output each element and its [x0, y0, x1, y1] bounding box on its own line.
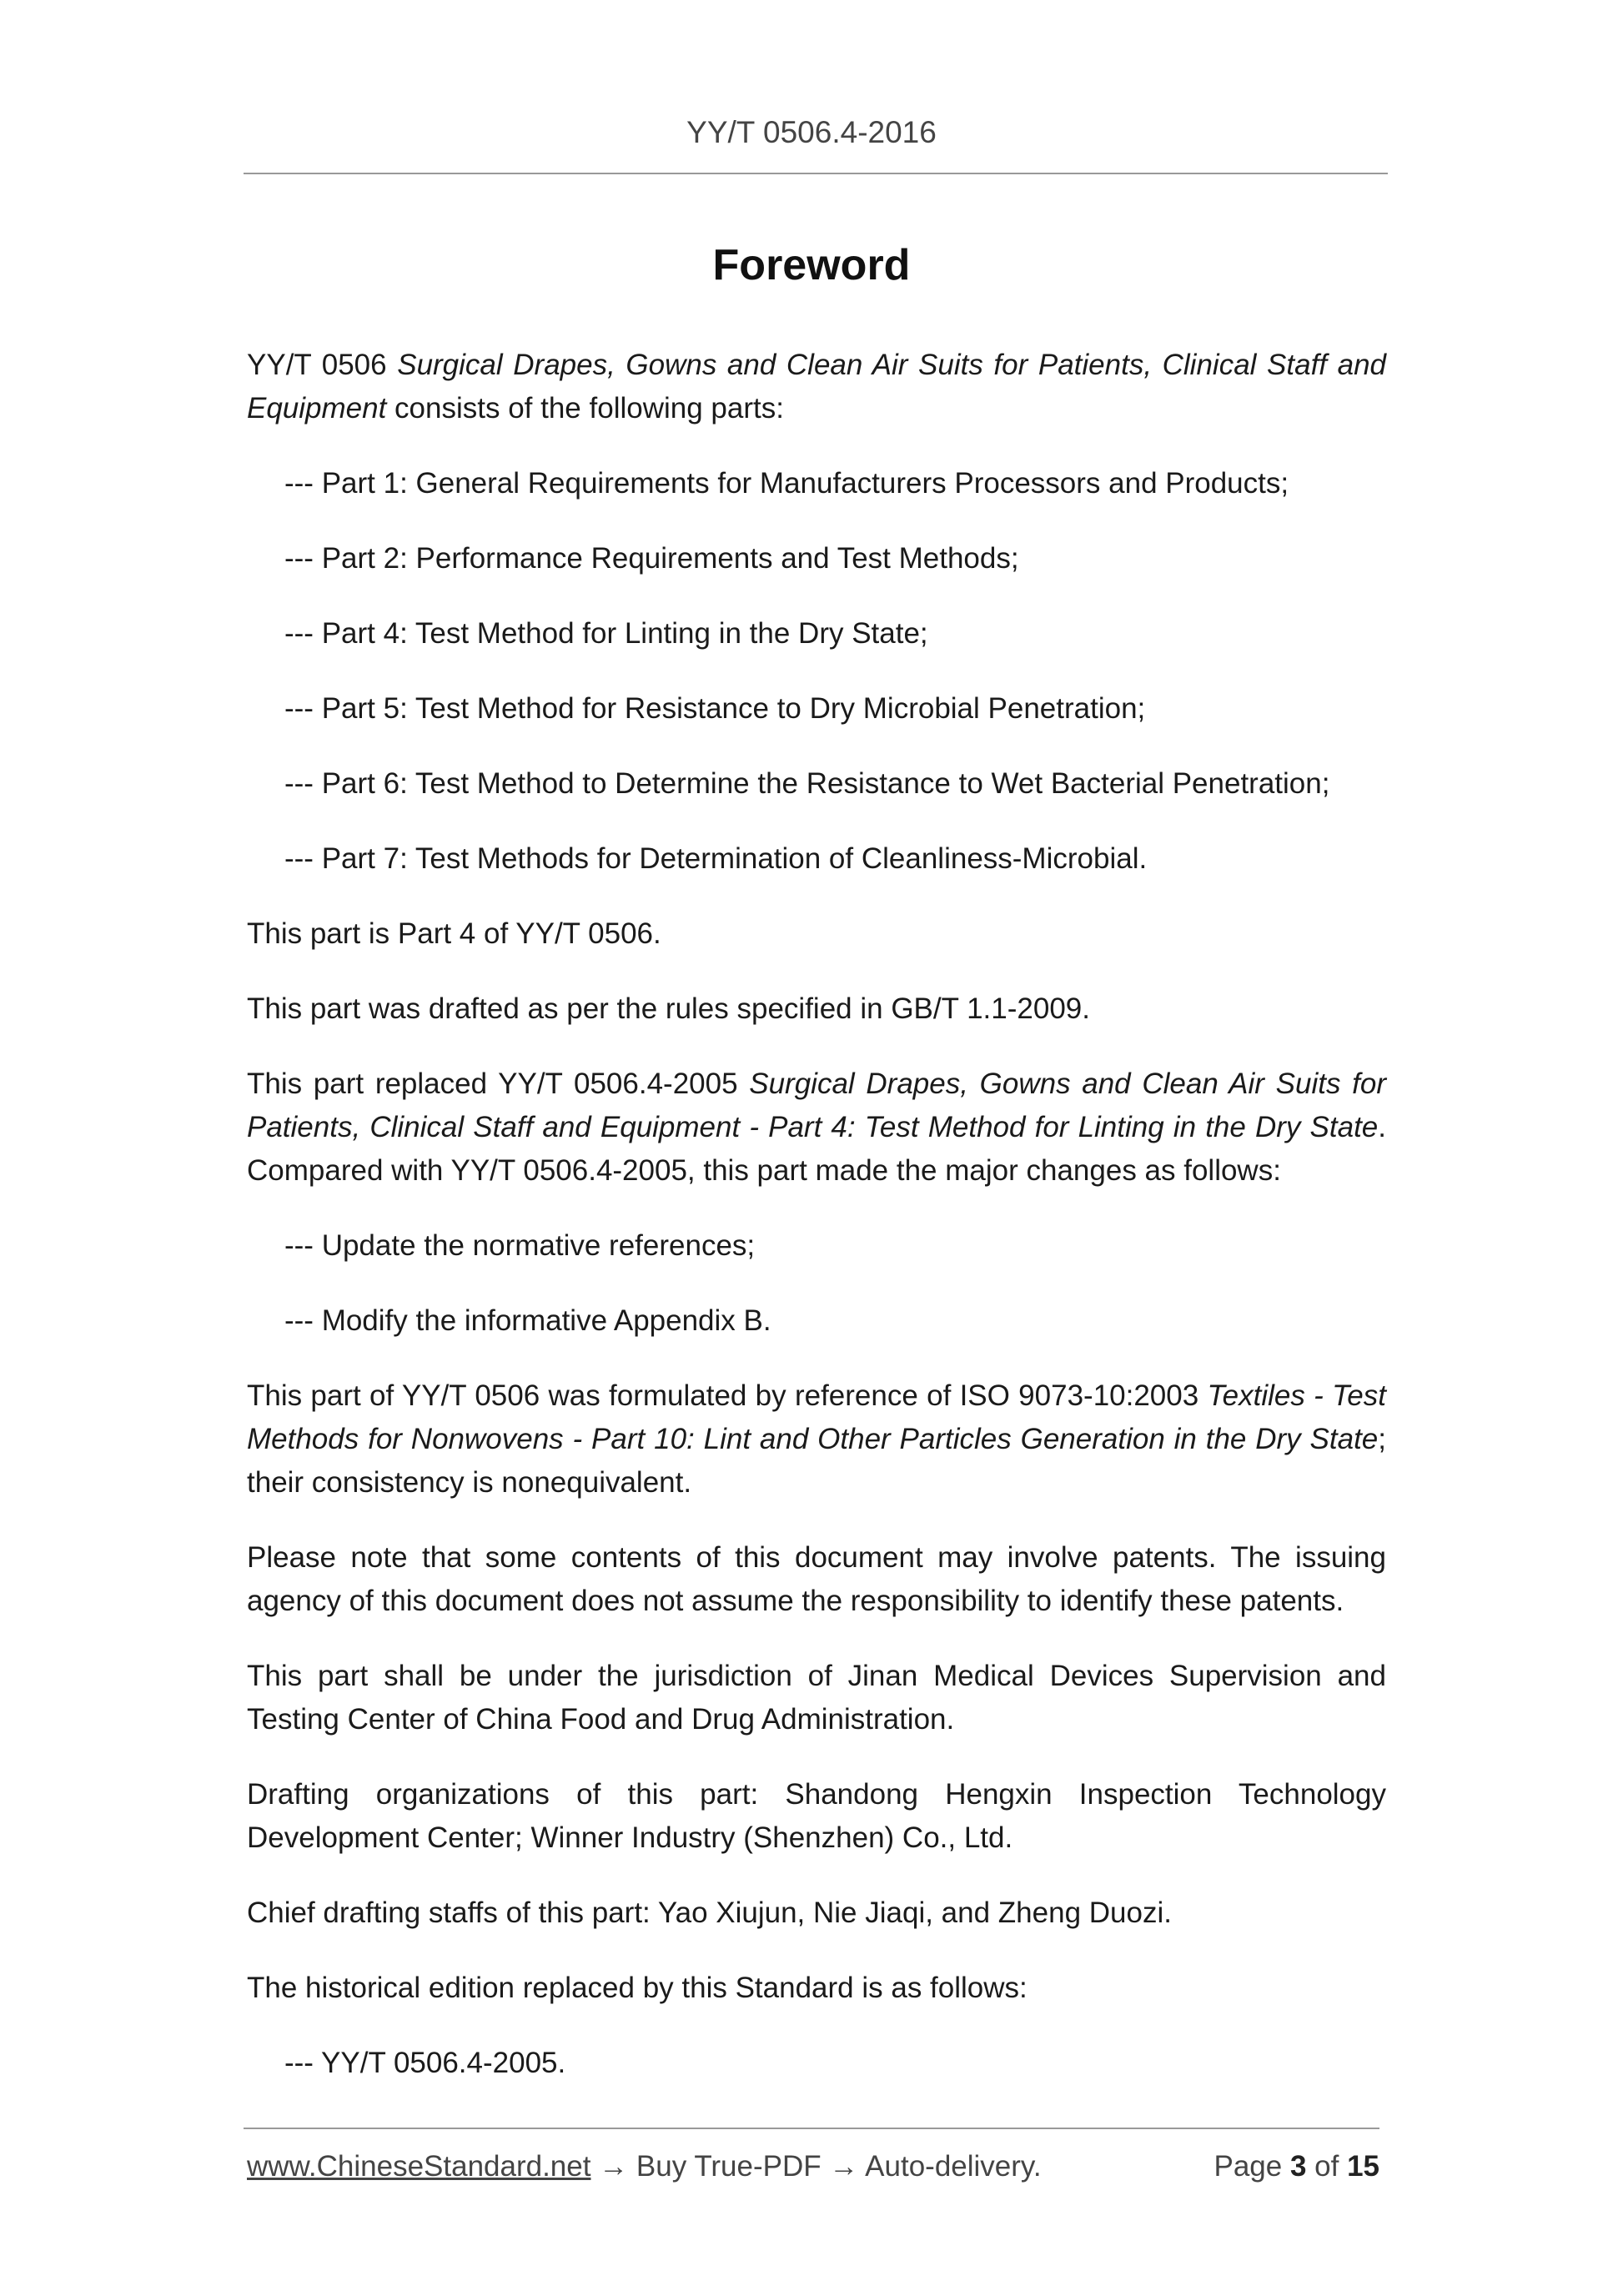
jurisdiction-paragraph: This part shall be under the jurisdiction of Jinan Medical Devices Supervision and Testing Center of China Food and Drug Administration. — [247, 1660, 1386, 1736]
page-footer — [247, 2150, 1379, 2183]
change-list-item: --- Update the normative references; — [284, 1229, 756, 1262]
part-of-paragraph: This part is Part 4 of YY/T 0506. — [247, 917, 661, 950]
patents-paragraph: Please note that some contents of this document may involve patents. The issuing agency of this document does not assume the responsibility to identify these patents. — [247, 1541, 1386, 1617]
history-list-item: --- YY/T 0506.4-2005. — [284, 2047, 566, 2079]
page-title: Foreword — [712, 241, 911, 289]
reference-title-italic: Textiles - Test Methods for Nonwovens - Part 10: Lint and Other Particles Generation in the Dry State — [247, 1379, 1386, 1455]
current-page: 3 — [1289, 2150, 1307, 2183]
part-list-item: --- Part 6: Test Method to Determine the Resistance to Wet Bacterial Penetration; — [284, 767, 1330, 800]
reference-paragraph: This part of YY/T 0506 was formulated by reference of ISO 9073-10:2003 Textiles - Test Methods for Nonwovens - Part 10: Lint and Other Particles Generation in the Dry State; their consistency is nonequivalent. — [247, 1379, 1386, 1499]
staff-paragraph: Chief drafting staffs of this part: Yao Xiujun, Nie Jiaqi, and Zheng Duozi. — [247, 1897, 1172, 1929]
part-list-item: --- Part 1: General Requirements for Manufacturers Processors and Products; — [284, 467, 1289, 500]
total-pages: 15 — [1347, 2150, 1379, 2183]
footer-divider — [244, 2128, 1379, 2129]
part-list-item: --- Part 2: Performance Requirements and Test Methods; — [284, 542, 1019, 575]
history-intro-paragraph: The historical edition replaced by this Standard is as follows: — [247, 1972, 1028, 2004]
foreword-body — [247, 344, 1386, 2117]
footer-tagline: → Buy True-PDF → Auto-delivery. — [590, 2150, 1042, 2183]
intro-title-italic: Surgical Drapes, Gowns and Clean Air Suits for Patients, Clinical Staff and Equipment — [247, 349, 1386, 425]
standard-code-header: YY/T 0506.4-2016 — [686, 115, 937, 149]
change-list-item: --- Modify the informative Appendix B. — [284, 1304, 771, 1337]
footer-left — [247, 2150, 1042, 2183]
organizations-paragraph: Drafting organizations of this part: Shandong Hengxin Inspection Technology Development Center; Winner Industry (Shenzhen) Co., Ltd. — [247, 1778, 1386, 1854]
website-link[interactable]: www.ChineseStandard.net — [247, 2150, 591, 2183]
drafted-paragraph: This part was drafted as per the rules specified in GB/T 1.1-2009. — [247, 992, 1090, 1025]
replaced-paragraph: This part replaced YY/T 0506.4-2005 Surgical Drapes, Gowns and Clean Air Suits for Patients, Clinical Staff and Equipment - Part 4: Test Method for Linting in the Dry State. Compared with YY/T 0506.4-2005, this part made the major changes as follows: — [247, 1068, 1386, 1187]
part-list-item: --- Part 5: Test Method for Resistance to Dry Microbial Penetration; — [284, 692, 1146, 725]
part-list-item: --- Part 7: Test Methods for Determination of Cleanliness-Microbial. — [284, 842, 1148, 875]
replaced-title-italic: Surgical Drapes, Gowns and Clean Air Suits for Patients, Clinical Staff and Equipment - Part 4: Test Method for Linting in the Dry State — [247, 1068, 1386, 1143]
page-number: Page 3 of 15 — [1213, 2150, 1379, 2183]
part-list-item: --- Part 4: Test Method for Linting in the Dry State; — [284, 617, 928, 650]
intro-paragraph: YY/T 0506 Surgical Drapes, Gowns and Clean Air Suits for Patients, Clinical Staff and Equipment consists of the following parts: — [247, 349, 1386, 425]
header-divider — [244, 173, 1388, 174]
